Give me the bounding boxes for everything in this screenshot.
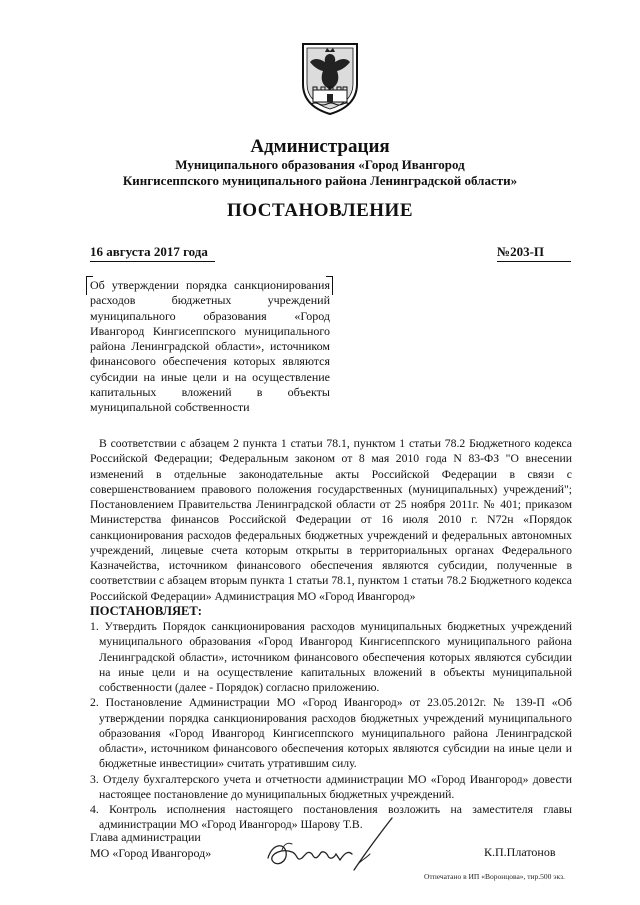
signatory-title-line: Глава администрации xyxy=(90,830,201,844)
printing-note: Отпечатано в ИП «Воронцова», тир.500 экз. xyxy=(424,872,565,881)
signatory-title xyxy=(90,829,211,861)
resolution-item: 3. Отделу бухгалтерского учета и отчетности администрации МО «Город Ивангород» довести настоящее постановление до муниципальных бюджетных учреждений. xyxy=(90,772,572,801)
resolution-item: 4. Контроль исполнения настоящего постановления возложить на заместителя главы администрации МО «Город Ивангород» Шарову Т.В. xyxy=(90,803,572,832)
preamble-paragraph: В соответствии с абзацем 2 пункта 1 статьи 78.1, пунктом 1 статьи 78.2 Бюджетного кодекса Российской Федерации; Федеральным законом от 8 мая 2010 года N 83-ФЗ "О внесении изменений в отдельные законодательные акты Российской Федерации в связи с совершенствованием правового положения государственных (муниципальных) учреждений"; Постановлением Правительства Ленинградской области от 25 ноября 2011г. № 401; приказом Министерства финансов Российской Федерации от 16 июля 2010 г. N72н «Порядок санкционирования расходов федеральных бюджетных учреждений и федеральных автономных учреждений, лицевые счета которым открыты в территориальных органах Федерального Казначейства, источником финансового обеспечения являются субсидии, полученные в соответствии с абзацем вторым пункта 1 статьи 78.1, пунктом 1 статьи 78.2 Бюджетного кодекса Российской Федерации» Администрация МО «Город Ивангород» xyxy=(90,437,572,603)
district-line: Кингисеппского муниципального района Ленинградской области» xyxy=(122,173,518,188)
document-number: №203-П xyxy=(497,244,571,262)
signatory-name: К.П.Платонов xyxy=(484,845,556,859)
resolution-item: 2. Постановление Администрации МО «Город Ивангород» от 23.05.2012г. № 139-П «Об утверждении порядка санкционирования расходов бюджетных учреждений муниципального образования «Город Ивангород Кингисеппского муниципального района Ленинградской области», источником финансового обеспечения которых являются субсидии на иные цели и бюджетные инвестиции» считать утратившим силу. xyxy=(90,696,572,771)
document-date: 16 августа 2017 года xyxy=(90,244,215,262)
resolves-heading: ПОСТАНОВЛЯЕТ: xyxy=(90,603,202,618)
organization-title: Администрация xyxy=(250,136,390,157)
document-subject: Об утверждении порядка санкционирования расходов бюджетных учреждений муниципального образования «Город Ивангород Кингисеппского муниципального района Ленинградской области», источником финансового обеспечения которых являются субсидии на иные цели и на осуществление капитальных вложений в объекты муниципальной собственности xyxy=(90,278,330,415)
document-body xyxy=(90,436,572,833)
handwritten-signature xyxy=(262,814,412,876)
resolution-item: 1. Утвердить Порядок санкционирования расходов муниципальных бюджетных учреждений муниципального образования «Город Ивангород Кингисеппского муниципального района Ленинградской области», источником финансового обеспечения которых являются субсидии на иные цели и на осуществление капитальных вложений в объекты муниципальной собственности (далее - Порядок) согласно приложению. xyxy=(90,620,572,694)
signatory-title-line: МО «Город Ивангород» xyxy=(90,846,212,860)
municipality-line: Муниципального образования «Город Ивангород xyxy=(175,157,465,172)
coat-of-arms-emblem xyxy=(299,40,361,116)
document-type-title: ПОСТАНОВЛЕНИЕ xyxy=(226,200,414,221)
